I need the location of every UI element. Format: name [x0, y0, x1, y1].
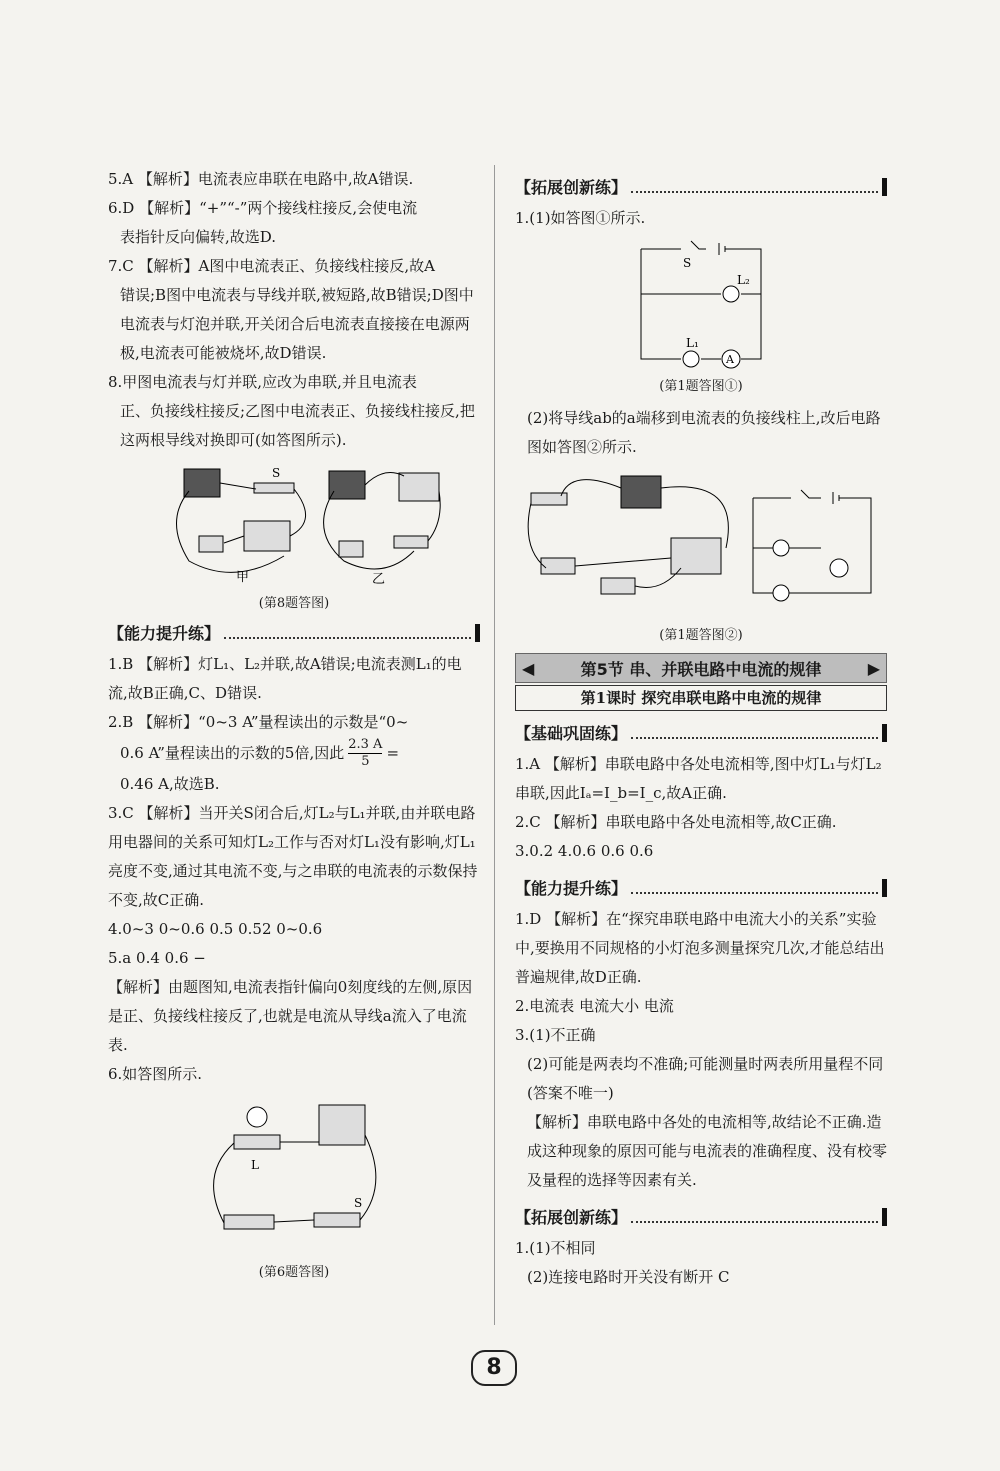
fig8-label-jia: 甲: [236, 570, 250, 585]
ability2-answer-3-part2: (2)可能是两表均不准确;可能测量时两表所用量程不同(答案不唯一): [527, 1055, 884, 1102]
fig6-label-s: S: [354, 1196, 363, 1210]
figure-8-circuits: [144, 461, 444, 586]
ability-answer-2-cont: 0.6 A”量程读出的示数的5倍,因此 $\frac{2.3 A}{5}$ =: [120, 737, 400, 769]
ability-answer-5: 5.a 0.4 0.6 −: [108, 949, 206, 967]
answer-8-cont: 正、负接线柱接反;乙图中电流表正、负接线柱接反,把这两根导线对换即可(如答图所示).: [120, 402, 475, 449]
ability-answer-5-analysis: 【解析】由题图知,电流表指针偏向0刻度线的左侧,原因是正、负接线柱接反了,也就是电流从导线a流入了电流表.: [108, 978, 473, 1054]
right-column: [515, 165, 887, 1292]
ability2-answer-3-analysis: 【解析】串联电路中各处的电流相等,故结论不正确.造成这种现象的原因可能与电流表的准确程度、没有校零及量程的选择等因素有关.: [527, 1113, 888, 1189]
extension2-answer-1: 1.(1)不相同: [515, 1239, 596, 1257]
caption-fig-8: (第8题答图): [258, 596, 330, 611]
ability-answer-1: 1.B 【解析】灯L₁、L₂并联,故A错误;电流表测L₁的电流,故B正确,C、D错误.: [108, 655, 462, 702]
section-heading-nengli-2: 【能力提升练】: [515, 876, 887, 899]
answer-6-cont: 表指针反向偏转,故选D.: [120, 228, 277, 246]
figure-1-circuit-diagram: [631, 239, 771, 369]
fig8-label-s: S: [272, 466, 281, 480]
ability-answer-3: 3.C 【解析】当开关S闭合后,灯L₂与L₁并联,由并联电路用电器间的关系可知灯L₂工作与否对灯L₁没有影响,灯L₁亮度不变,通过其电流不变,与之串联的电流表的示数保持不变,故C正确.: [108, 804, 478, 909]
answer-8: 8.甲图电流表与灯并联,应改为串联,并且电流表: [108, 373, 417, 391]
chapter-arrow-right-icon: ▶: [867, 658, 880, 678]
ability-answer-2: 2.B 【解析】“0~3 A”量程读出的示数是“0~: [108, 713, 409, 731]
fig6-label-l: L: [251, 1158, 259, 1172]
section-heading-tuozhan: 【拓展创新练】: [515, 175, 887, 198]
chapter-banner: [515, 653, 887, 683]
extension-answer-1-part2: (2)将导线ab的a端移到电流表的负接线柱上,改后电路图如答图②所示.: [527, 409, 881, 456]
answer-7: 7.C 【解析】A图中电流表正、负接线柱接反,故A: [108, 257, 435, 275]
caption-fig-6: (第6题答图): [258, 1265, 330, 1280]
basic-answer-3-4: 3.0.2 4.0.6 0.6 0.6: [515, 842, 654, 860]
caption-fig-1b: (第1题答图②): [659, 628, 743, 643]
fig1-label-s: S: [683, 256, 692, 270]
answer-6: 6.D 【解析】“+”“-”两个接线柱接反,会使电流: [108, 199, 418, 217]
section-heading-nengli: 【能力提升练】: [108, 621, 480, 644]
ability2-answer-3: 3.(1)不正确: [515, 1026, 596, 1044]
ability2-answer-1: 1.D 【解析】在“探究串联电路中电流大小的关系”实验中,要换用不同规格的小灯泡多测量探究几次,才能总结出普遍规律,故D正确.: [515, 910, 885, 986]
extension2-answer-1-part2: (2)连接电路时开关没有断开 C: [527, 1268, 730, 1286]
ability-answer-4: 4.0~3 0~0.6 0.5 0.52 0~0.6: [108, 920, 323, 938]
fig1-label-a: A: [726, 353, 734, 366]
basic-answer-1: 1.A 【解析】串联电路中各处电流相等,图中灯L₁与灯L₂串联,因此Iₐ=I_b=I_c,故A正确.: [515, 755, 882, 802]
section-heading-tuozhan-2: 【拓展创新练】: [515, 1205, 887, 1228]
lesson-title: 第1课时 探究串联电路中电流的规律: [515, 685, 887, 711]
figure-6-circuit: [199, 1095, 389, 1255]
fig1-label-l2: L₂: [737, 273, 750, 287]
ability-answer-6: 6.如答图所示.: [108, 1065, 203, 1083]
chapter-arrow-left-icon: ◀: [522, 658, 535, 678]
page-number: 8: [471, 1350, 517, 1386]
chapter-title: 第5节 串、并联电路中电流的规律: [580, 659, 822, 679]
left-column: [108, 165, 480, 1290]
fig1-label-l1: L₁: [686, 336, 699, 350]
ability-answer-2-end: 0.46 A,故选B.: [120, 775, 220, 793]
basic-answer-2: 2.C 【解析】串联电路中各处电流相等,故C正确.: [515, 813, 837, 831]
caption-fig-1a: (第1题答图①): [659, 379, 743, 394]
column-divider: [494, 165, 495, 1325]
ability2-answer-2: 2.电流表 电流大小 电流: [515, 997, 674, 1015]
answer-7-cont: 错误;B图中电流表与导线并联,被短路,故B错误;D图中电流表与灯泡并联,开关闭合后电流表直接接在电源两极,电流表可能被烧坏,故D错误.: [120, 286, 474, 362]
fig8-label-yi: 乙: [372, 572, 386, 586]
figure-1b-circuit: [521, 468, 881, 618]
answer-5: 5.A 【解析】电流表应串联在电路中,故A错误.: [108, 170, 414, 188]
extension-answer-1: 1.(1)如答图①所示.: [515, 209, 646, 227]
section-heading-jichu: 【基础巩固练】: [515, 721, 887, 744]
